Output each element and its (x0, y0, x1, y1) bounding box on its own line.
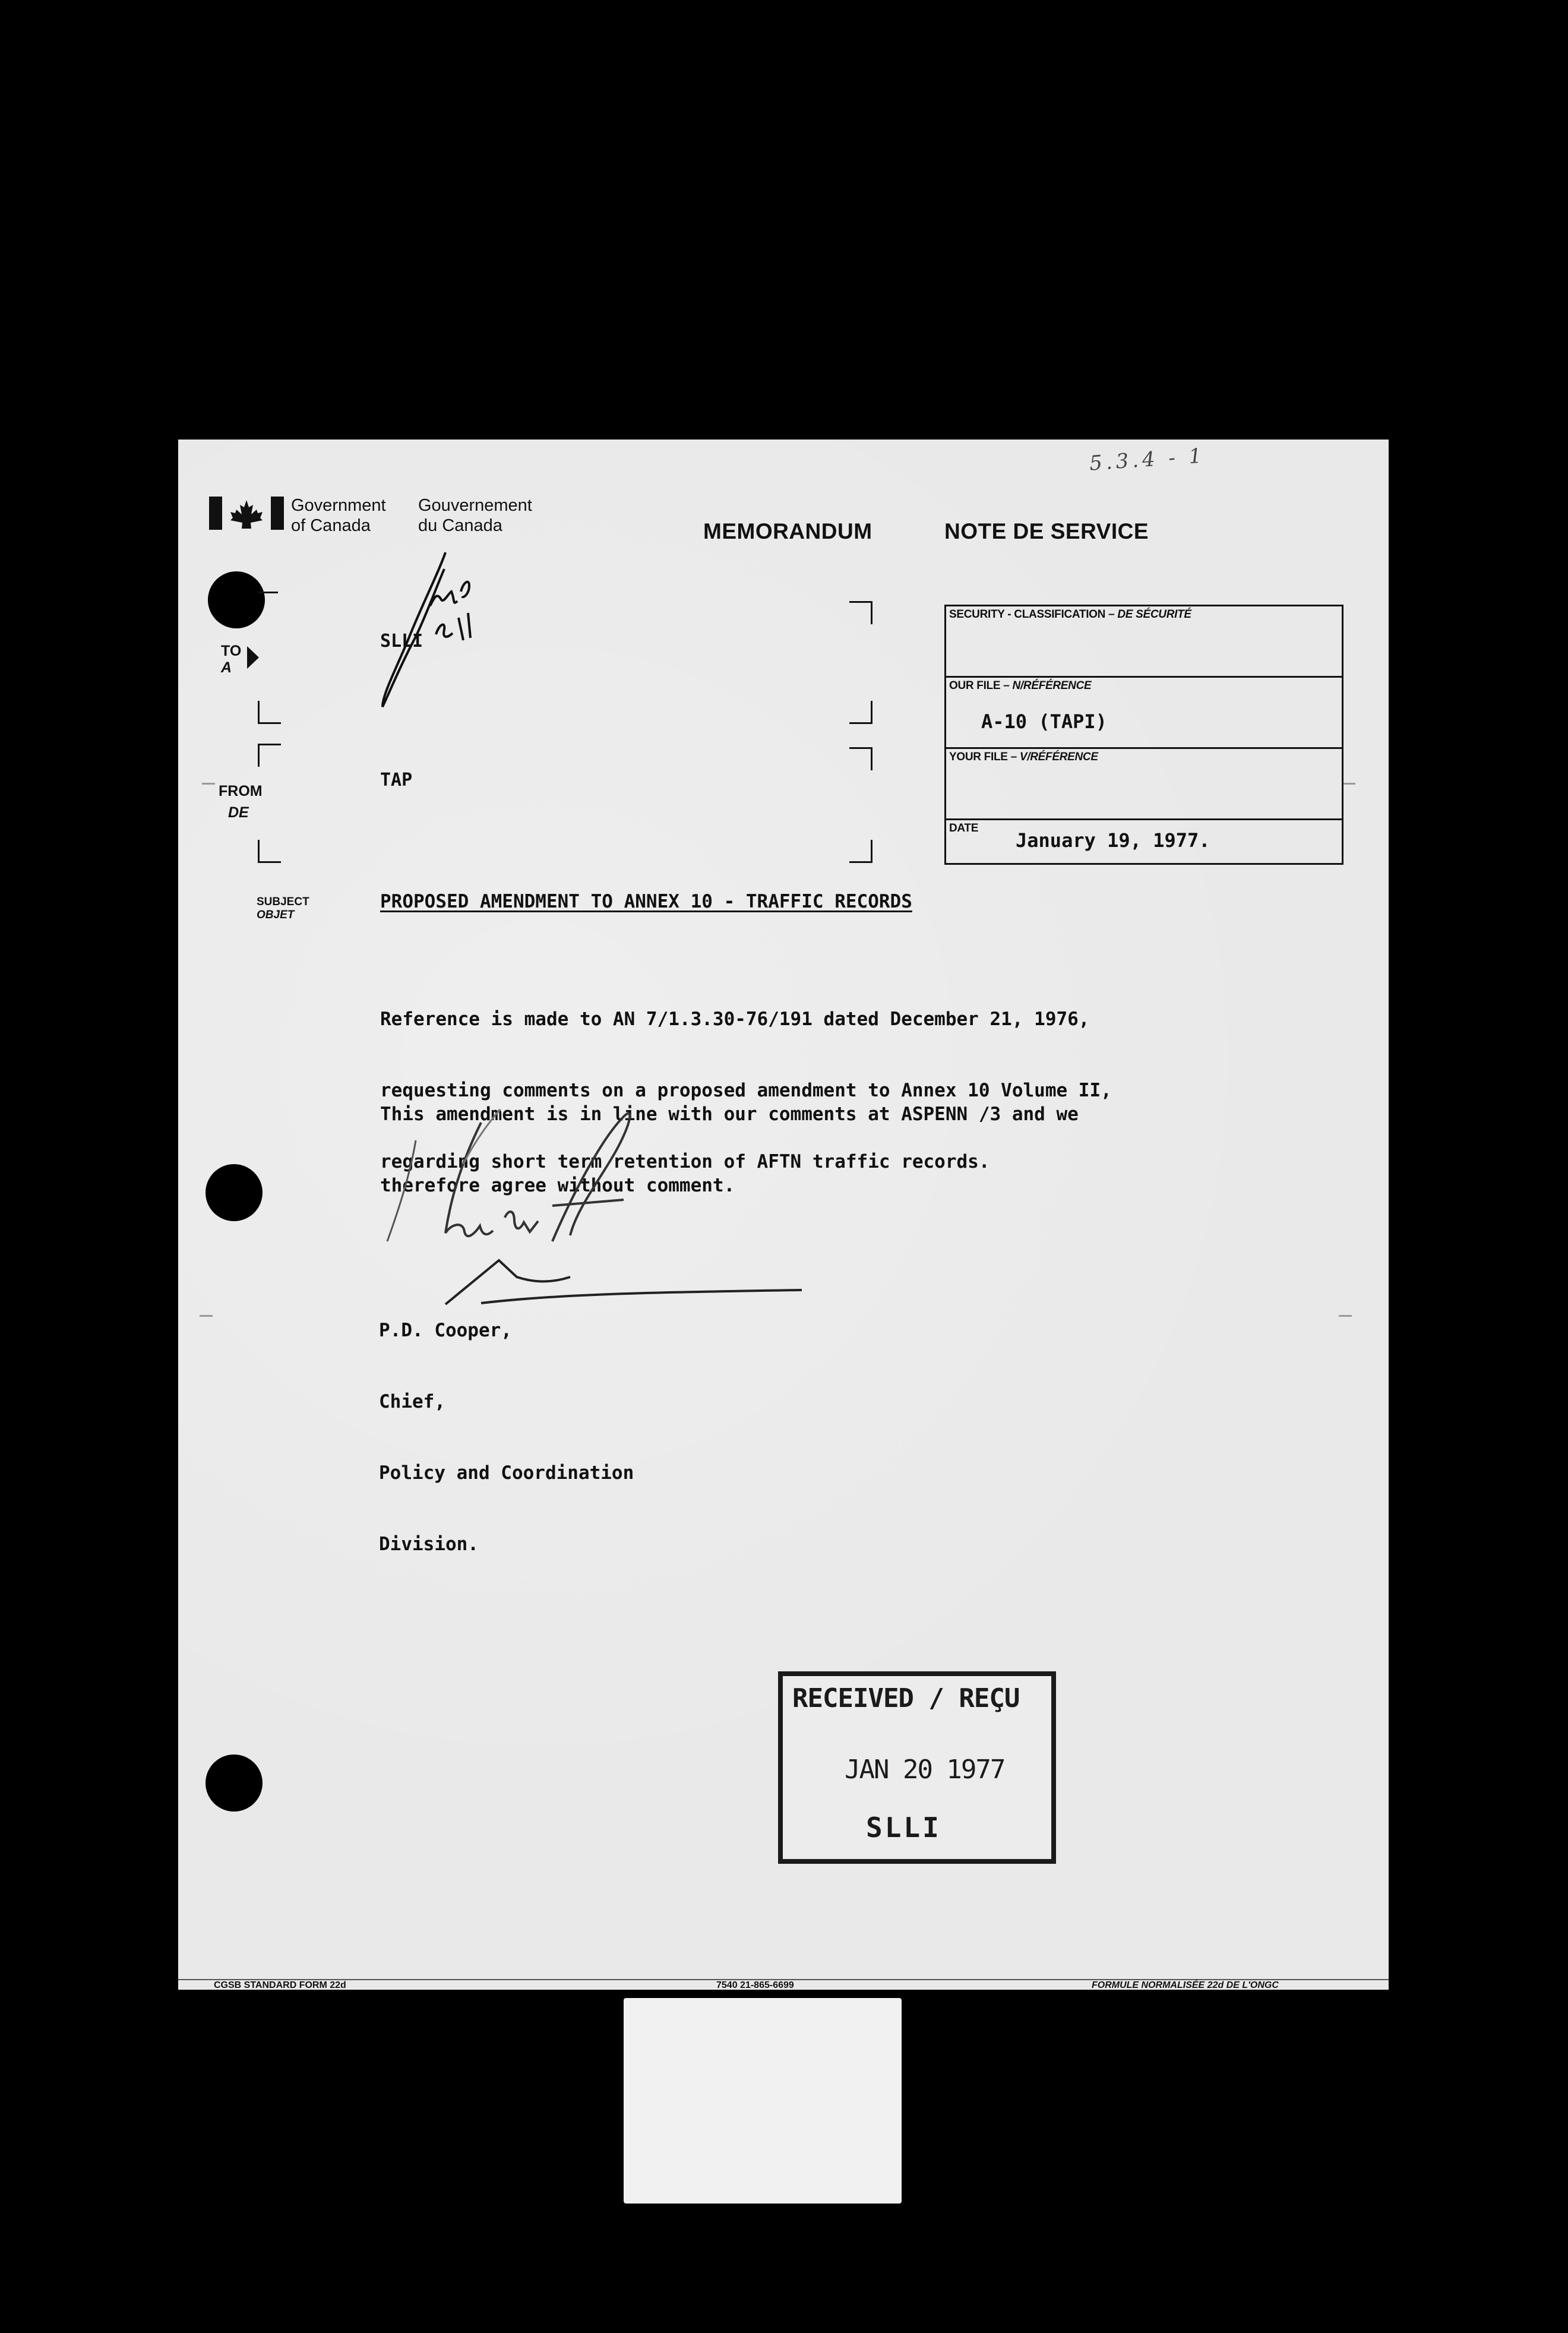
to-recipient: SLLI (380, 631, 423, 652)
government-en-wordmark (291, 495, 386, 536)
security-classification-label: SECURITY - CLASSIFICATION – DE SÉCURITÉ (949, 608, 1191, 621)
from-bracket-bottom-left (258, 840, 281, 863)
security-label-fr: DE SÉCURITÉ (1117, 608, 1191, 621)
our-file-label-en: OUR FILE (949, 679, 1001, 692)
memorandum-title: MEMORANDUM (703, 519, 872, 543)
fold-mark-from-left (202, 783, 215, 785)
from-bracket-top-right (849, 747, 872, 770)
to-bracket-bottom-left (258, 701, 281, 724)
blank-slip (624, 1998, 902, 2204)
our-file-value: A-10 (TAPI) (981, 710, 1107, 733)
to-label-en: TO (221, 643, 242, 659)
body-paragraph-1-line-1: Reference is made to AN 7/1.3.30-76/191 dated December 21, 1976, (380, 1009, 1090, 1030)
reference-box-divider-1 (944, 676, 1343, 678)
our-file-label: OUR FILE – N/RÉFÉRENCE (949, 679, 1092, 692)
signatory-title: Chief, (379, 1391, 445, 1412)
from-label-en: FROM (219, 783, 263, 799)
government-en-line2: of Canada (291, 516, 371, 535)
our-file-label-fr: N/RÉFÉRENCE (1012, 679, 1092, 692)
fold-mark-right (1339, 1315, 1352, 1317)
punch-hole-bottom (206, 1755, 263, 1812)
government-en-line1: Government (291, 496, 386, 515)
stamp-date: JAN 20 1977 (845, 1755, 1005, 1785)
body-paragraph-1-line-3: regarding short term retention of AFTN traffic records. (380, 1151, 990, 1172)
security-label-en: SECURITY - CLASSIFICATION (949, 608, 1106, 621)
from-bracket-top-left (258, 744, 281, 767)
government-fr-wordmark (418, 495, 532, 536)
subject-label (257, 896, 309, 922)
from-sender: TAP (380, 770, 413, 791)
note-de-service-title: NOTE DE SERVICE (944, 519, 1149, 543)
signatory-division: Division. (379, 1534, 479, 1555)
to-bracket-top-right (849, 601, 872, 624)
punch-hole-middle (206, 1164, 263, 1221)
from-bracket-bottom-right (849, 840, 872, 863)
stamp-office: SLLI (866, 1812, 941, 1844)
footer-form-center: 7540 21-865-6699 (716, 1980, 794, 1990)
to-label (221, 643, 241, 676)
arrow-right-icon (245, 644, 261, 671)
signatory-name: P.D. Cooper, (379, 1320, 512, 1341)
government-fr-line1: Gouvernement (418, 496, 532, 515)
date-value: January 19, 1977. (1016, 829, 1210, 852)
body-paragraph-2-line-2: therefore agree without comment. (380, 1175, 735, 1196)
signature-block (379, 1271, 634, 1604)
punch-hole-top (208, 571, 265, 628)
fold-mark-left (200, 1315, 213, 1317)
stamp-received-label: RECEIVED / REÇU (792, 1683, 1020, 1714)
footer-form-right: FORMULE NORMALISÉE 22d DE L'ONGC (1092, 1980, 1279, 1990)
reference-box-divider-2 (944, 747, 1343, 749)
handwritten-routing-initials (374, 535, 517, 713)
from-label-fr: DE (228, 804, 249, 821)
to-bracket-bottom-right (849, 701, 872, 724)
subject-value: PROPOSED AMENDMENT TO ANNEX 10 - TRAFFIC RECORDS (380, 891, 912, 912)
body-paragraph-2-line-1: This amendment is in line with our comments at ASPENN /3 and we (380, 1104, 1079, 1125)
from-label (219, 780, 263, 823)
footer-form-left: CGSB STANDARD FORM 22d (214, 1980, 346, 1990)
received-stamp (778, 1671, 1056, 1864)
your-file-label-fr: V/RÉFÉRENCE (1019, 751, 1098, 763)
canada-flag-logo (209, 497, 284, 530)
to-label-fr: A (221, 659, 232, 676)
body-paragraph-1-line-2: requesting comments on a proposed amendment to Annex 10 Volume II, (380, 1080, 1112, 1101)
fold-mark-box-right (1342, 783, 1355, 785)
government-fr-line2: du Canada (418, 516, 502, 535)
subject-label-en: SUBJECT (257, 896, 309, 908)
your-file-label: YOUR FILE – V/RÉFÉRENCE (949, 751, 1098, 763)
subject-label-fr: OBJET (257, 909, 295, 921)
reference-box (944, 605, 1343, 865)
handwritten-file-note: 5.3.4 - 1 (1088, 444, 1206, 476)
your-file-label-en: YOUR FILE (949, 751, 1008, 763)
reference-box-divider-3 (944, 818, 1343, 820)
to-bracket-top-left (258, 592, 278, 611)
signatory-unit: Policy and Coordination (379, 1462, 634, 1484)
date-label: DATE (949, 822, 979, 834)
